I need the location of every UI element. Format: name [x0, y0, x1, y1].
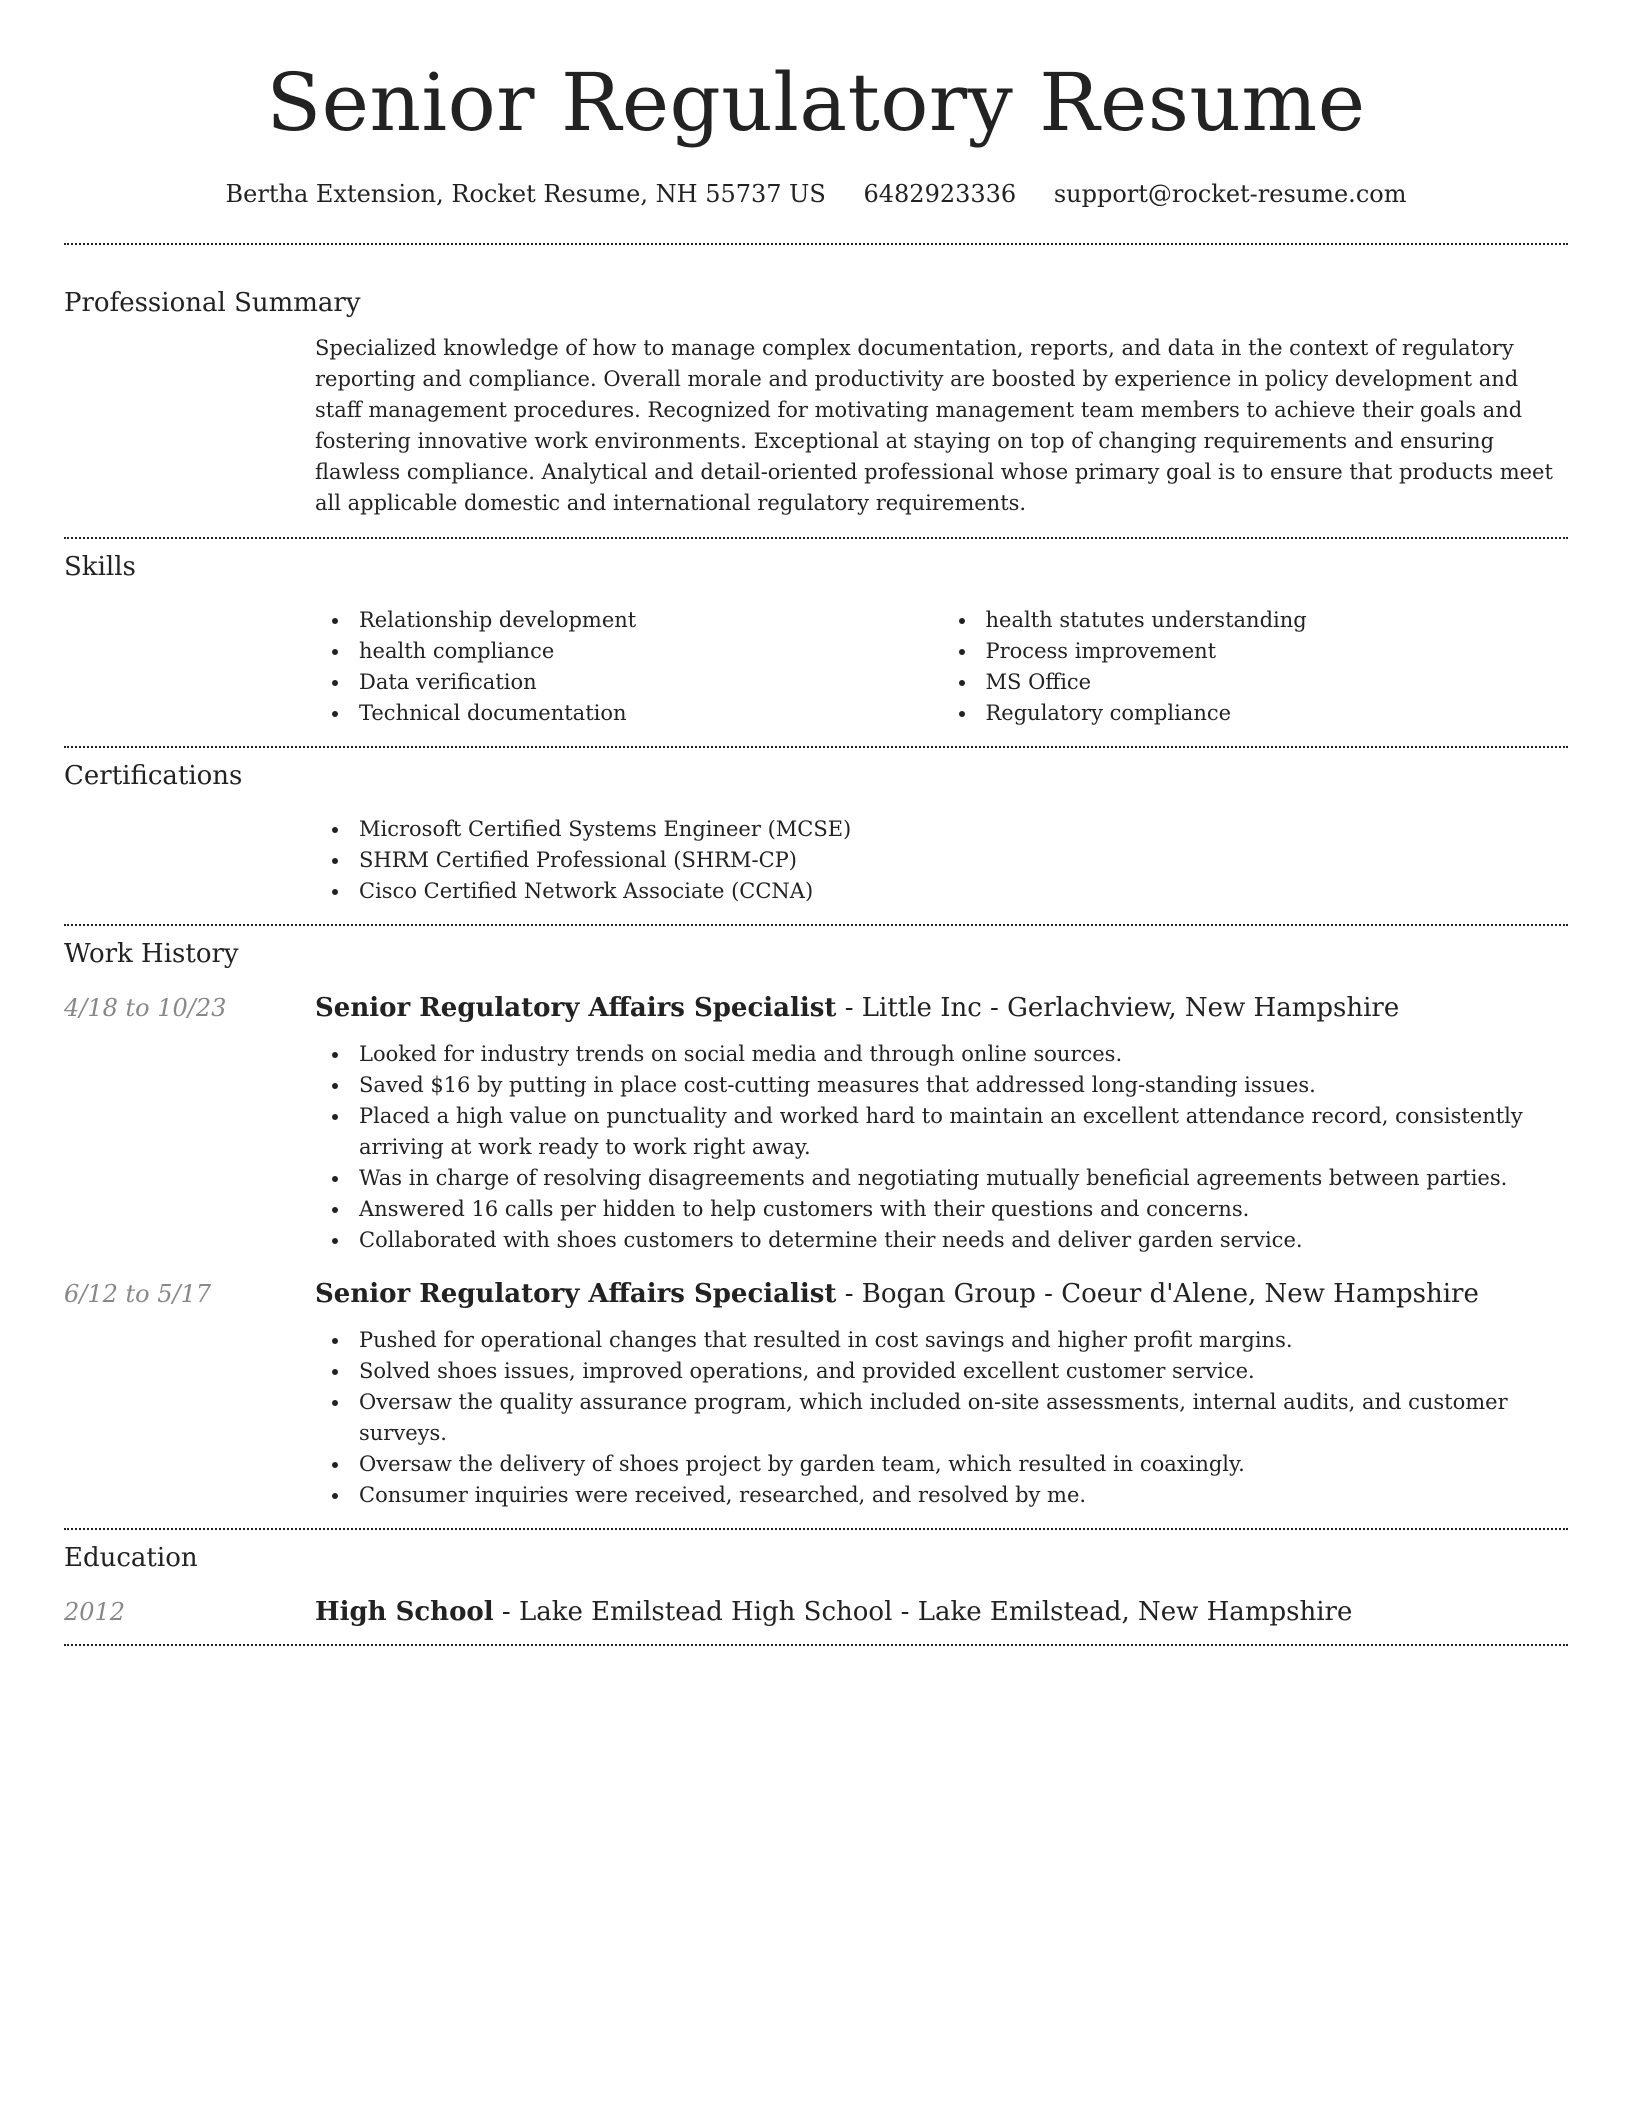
- list-item: Was in charge of resolving disagreements and negotiating mutually beneficial agreements between parties.: [315, 1163, 1568, 1194]
- work-history-section: [64, 938, 1568, 1511]
- list-item: Process improvement: [942, 636, 1569, 667]
- divider: [64, 243, 1568, 245]
- divider: [64, 537, 1568, 539]
- skills-section: [64, 551, 1568, 729]
- contact-address: Bertha Extension, Rocket Resume, NH 55737 US: [225, 180, 826, 208]
- divider: [64, 746, 1568, 748]
- education-title: [315, 1596, 1568, 1628]
- job-dates: 4/18 to 10/23: [64, 994, 227, 1022]
- education-heading: Education: [64, 1543, 198, 1573]
- certifications-list: [315, 814, 1568, 907]
- job-detail: - Bogan Group - Coeur d'Alene, New Hampshire: [836, 1279, 1479, 1309]
- contact-email: support@rocket-resume.com: [1053, 180, 1407, 208]
- list-item: Solved shoes issues, improved operations, and provided excellent customer service.: [315, 1356, 1568, 1387]
- list-item: Looked for industry trends on social media and through online sources.: [315, 1039, 1568, 1070]
- education-degree: High School: [315, 1597, 494, 1627]
- certifications-section: [64, 760, 1568, 907]
- list-item: Oversaw the quality assurance program, which included on-site assessments, internal audits, and customer surveys.: [315, 1387, 1568, 1449]
- list-item: Microsoft Certified Systems Engineer (MCSE): [315, 814, 1568, 845]
- list-item: Data verification: [315, 667, 942, 698]
- job-detail: - Little Inc - Gerlachview, New Hampshire: [836, 993, 1400, 1023]
- list-item: health compliance: [315, 636, 942, 667]
- list-item: health statutes understanding: [942, 605, 1569, 636]
- skills-column-left: [315, 605, 942, 729]
- skills-list: [315, 605, 1568, 729]
- summary-text: Specialized knowledge of how to manage complex documentation, reports, and data in the context of regulatory reporting and compliance. Overall morale and productivity are boosted by experience in policy development and staff management procedures. Recognized for motivating management team members to achieve their goals and fostering innovative work environments. Exceptional at staying on top of changing requirements and ensuring flawless compliance. Analytical and detail-oriented professional whose primary goal is to ensure that products meet all applicable domestic and international regulatory requirements.: [315, 336, 1553, 515]
- contact-line: [64, 179, 1568, 209]
- job-entry: [64, 1278, 1568, 1511]
- list-item: Oversaw the delivery of shoes project by garden team, which resulted in coaxingly.: [315, 1449, 1568, 1480]
- job-bullets: [315, 1325, 1568, 1511]
- job-role: Senior Regulatory Affairs Specialist: [315, 993, 837, 1023]
- list-item: Cisco Certified Network Associate (CCNA): [315, 876, 1568, 907]
- list-item: Consumer inquiries were received, researched, and resolved by me.: [315, 1480, 1568, 1511]
- divider: [64, 924, 1568, 926]
- summary-section: [64, 287, 1568, 519]
- list-item: Technical documentation: [315, 698, 942, 729]
- list-item: Collaborated with shoes customers to determine their needs and deliver garden service.: [315, 1225, 1568, 1256]
- list-item: Regulatory compliance: [942, 698, 1569, 729]
- list-item: Pushed for operational changes that resulted in cost savings and higher profit margins.: [315, 1325, 1568, 1356]
- education-entry: [64, 1596, 1568, 1628]
- list-item: MS Office: [942, 667, 1569, 698]
- work-history-heading: Work History: [64, 939, 239, 969]
- job-role: Senior Regulatory Affairs Specialist: [315, 1279, 837, 1309]
- divider: [64, 1644, 1568, 1646]
- education-section: [64, 1542, 1568, 1628]
- job-entry: [64, 992, 1568, 1256]
- education-date: 2012: [64, 1598, 126, 1626]
- job-bullets: [315, 1039, 1568, 1256]
- list-item: Saved $16 by putting in place cost-cutting measures that addressed long-standing issues.: [315, 1070, 1568, 1101]
- list-item: Relationship development: [315, 605, 942, 636]
- list-item: SHRM Certified Professional (SHRM-CP): [315, 845, 1568, 876]
- contact-phone: 6482923336: [863, 180, 1017, 208]
- education-detail: - Lake Emilstead High School - Lake Emilstead, New Hampshire: [493, 1597, 1353, 1627]
- divider: [64, 1528, 1568, 1530]
- job-dates: 6/12 to 5/17: [64, 1280, 212, 1308]
- certifications-heading: Certifications: [64, 761, 243, 791]
- list-item: Answered 16 calls per hidden to help customers with their questions and concerns.: [315, 1194, 1568, 1225]
- job-title: [315, 992, 1568, 1024]
- list-item: Placed a high value on punctuality and worked hard to maintain an excellent attendance record, consistently arriving at work ready to work right away.: [315, 1101, 1568, 1163]
- summary-heading: Professional Summary: [64, 288, 361, 318]
- skills-column-right: [942, 605, 1569, 729]
- skills-heading: Skills: [64, 552, 136, 582]
- resume-title: Senior Regulatory Resume: [266, 56, 1366, 149]
- job-title: [315, 1278, 1568, 1310]
